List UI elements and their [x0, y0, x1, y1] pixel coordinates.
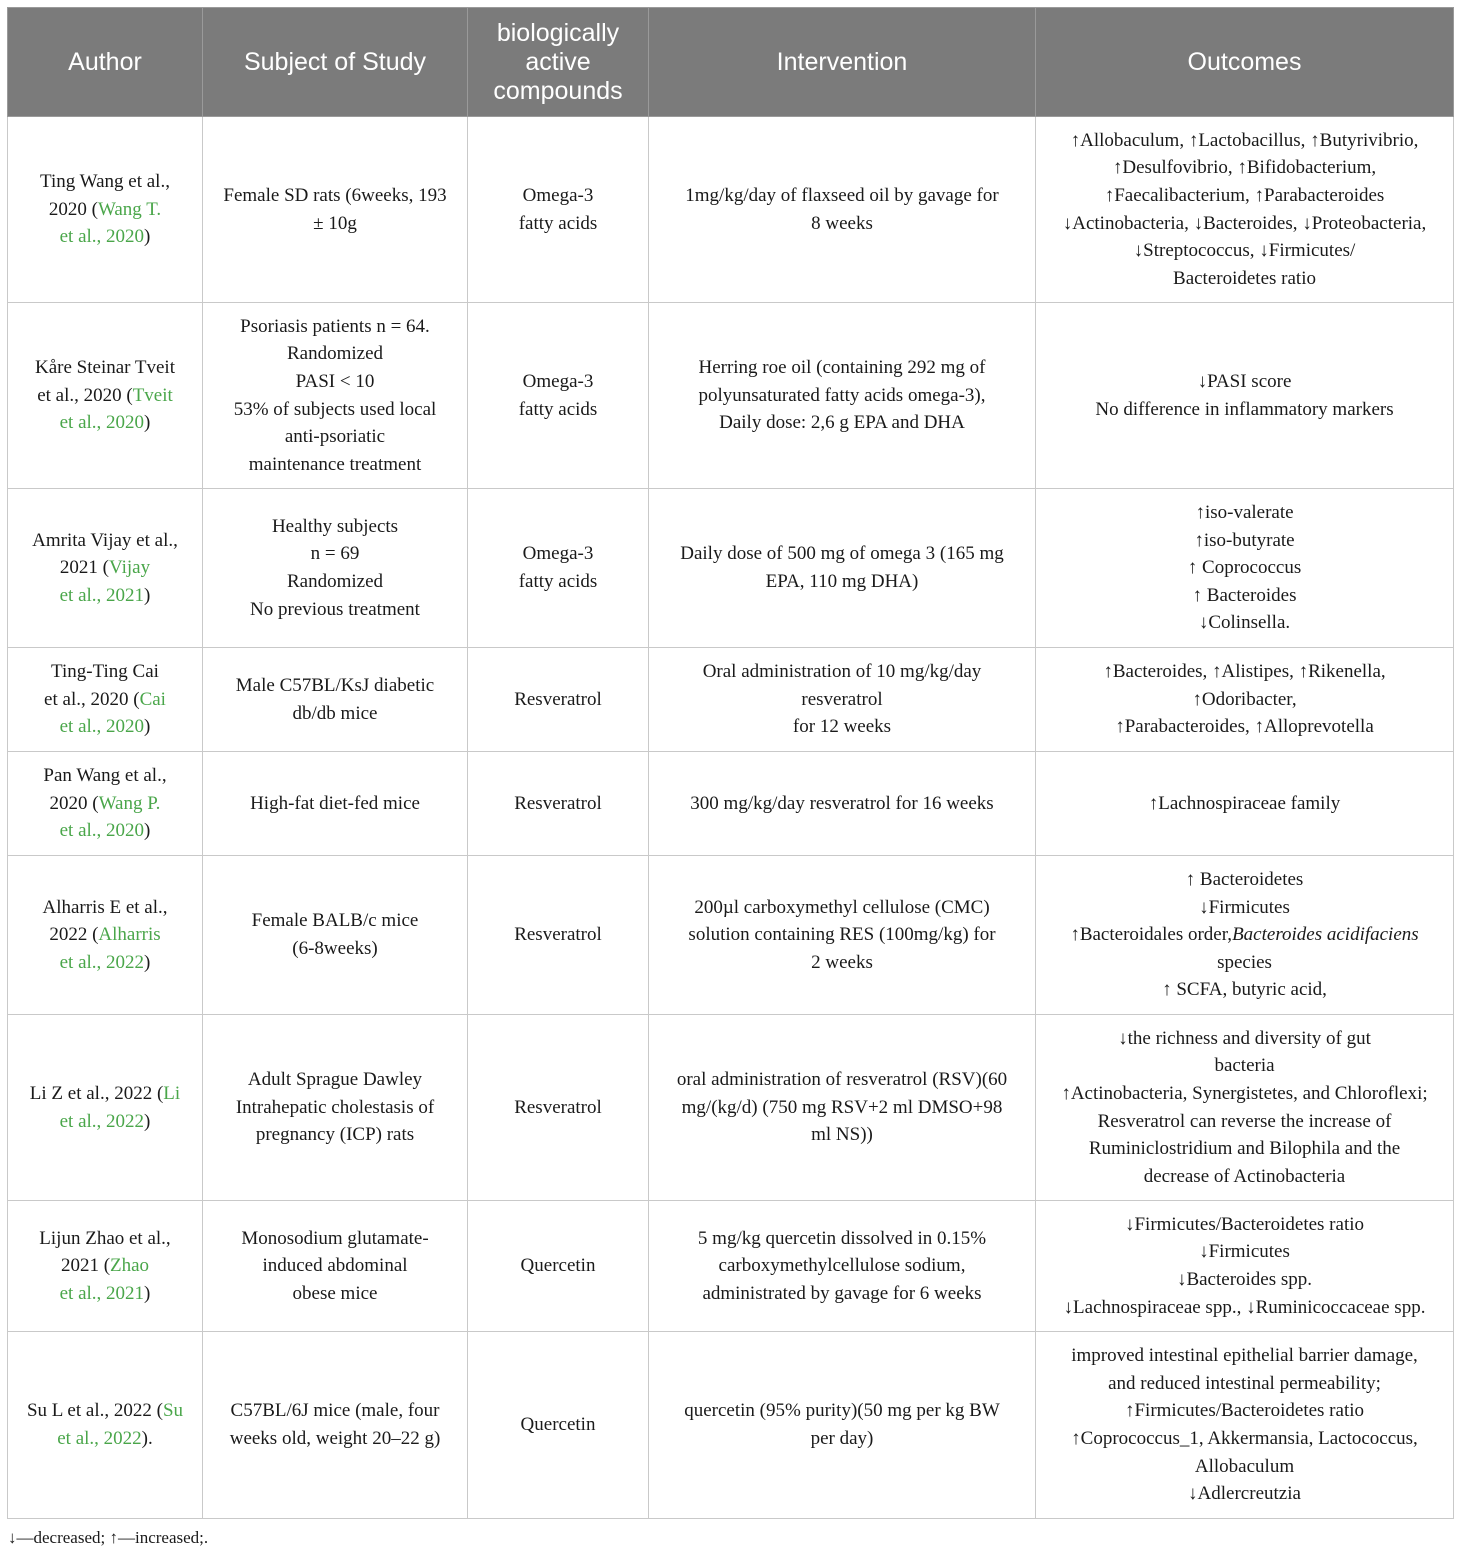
outcome-text: ↑Odoribacter, [1192, 688, 1297, 710]
author-text: ) [144, 820, 151, 842]
author-text: 2021 ( [60, 1255, 111, 1277]
citation-link[interactable]: et al., 2020 [59, 226, 145, 248]
subject-cell [203, 1201, 468, 1332]
outcome-line [1044, 713, 1445, 741]
outcome-line [1044, 658, 1445, 686]
intervention-line: carboxymethylcellulose sodium, [718, 1255, 966, 1277]
header-subject: Subject of Study [203, 8, 468, 117]
compound-line: Quercetin [520, 1414, 596, 1436]
subject-cell [203, 648, 468, 752]
intervention-line: 8 weeks [811, 212, 873, 234]
author-cell [8, 1332, 203, 1519]
author-line [16, 1397, 194, 1425]
subject-line: Randomized [286, 343, 384, 365]
outcome-text: ↑Faecalibacterium, ↑Parabacteroides [1104, 184, 1385, 206]
citation-link[interactable]: et al., 2021 [59, 1282, 145, 1304]
citation-link[interactable]: Su [162, 1400, 184, 1422]
subject-cell [203, 856, 468, 1015]
author-cell [8, 856, 203, 1015]
subject-line: ± 10g [313, 212, 357, 234]
author-line [16, 196, 194, 224]
intervention-line: for 12 weeks [792, 716, 892, 738]
author-line [16, 762, 194, 790]
subject-line: Randomized [286, 571, 384, 592]
outcome-text: ↑iso-valerate [1195, 502, 1294, 524]
outcomes-cell [1036, 1015, 1454, 1201]
author-line [16, 1108, 194, 1136]
author-text: ). [141, 1428, 153, 1449]
subject-cell [203, 117, 468, 303]
author-text: 2020 ( [49, 792, 99, 814]
outcome-line [1044, 866, 1445, 894]
subject-line: weeks old, weight 20–22 g) [229, 1428, 441, 1449]
outcome-line [1044, 1238, 1445, 1266]
intervention-cell [649, 303, 1036, 489]
author-line [16, 168, 194, 196]
citation-link[interactable]: Wang P. [98, 792, 161, 814]
outcome-text: ↑ SCFA, butyric acid, [1162, 979, 1327, 1001]
intervention-line: per day) [810, 1428, 874, 1449]
subject-line: Healthy subjects [271, 515, 399, 537]
outcome-line [1044, 894, 1445, 922]
intervention-line: Herring roe oil (containing 292 mg of [698, 357, 986, 379]
citation-link[interactable]: et al., 2020 [59, 820, 145, 842]
author-line [16, 382, 194, 410]
outcome-line [1044, 790, 1445, 818]
outcome-line [1044, 210, 1445, 238]
compound-line: Omega-3 [522, 370, 594, 392]
outcome-text: Ruminiclostridium and Bilophila and the [1088, 1138, 1401, 1160]
subject-line: induced abdominal [262, 1255, 408, 1277]
citation-link[interactable]: Wang T. [97, 198, 162, 220]
author-cell [8, 303, 203, 489]
author-line [16, 223, 194, 251]
table-footnote: ↓—decreased; ↑—increased;. [8, 1528, 209, 1547]
author-line [16, 1225, 194, 1253]
author-line [16, 1080, 194, 1108]
subject-line: n = 69 [310, 543, 360, 565]
compound-cell [468, 1015, 649, 1201]
author-text: 2021 ( [59, 557, 109, 579]
intervention-line: 300 mg/kg/day resveratrol for 16 weeks [690, 792, 994, 814]
header-author: Author [8, 8, 203, 117]
compound-line: fatty acids [518, 212, 598, 234]
subject-line: PASI < 10 [295, 370, 375, 392]
outcome-text: ↑Lachnospiraceae family [1148, 792, 1341, 814]
outcome-text: ↑iso-butyrate [1194, 529, 1295, 551]
author-text: Ting-Ting Cai [51, 661, 159, 683]
outcome-text: ↓Adlercreutzia [1188, 1483, 1301, 1505]
subject-cell [203, 303, 468, 489]
intervention-line: Oral administration of 10 mg/kg/day [702, 661, 982, 683]
outcome-text: ↑Bacteroides, ↑Alistipes, ↑Rikenella, [1103, 661, 1386, 683]
intervention-line: ml NS)) [811, 1124, 873, 1146]
intervention-line: solution containing RES (100mg/kg) for [688, 924, 996, 946]
outcome-line [1044, 1211, 1445, 1239]
outcome-line [1044, 1480, 1445, 1508]
subject-line: db/db mice [292, 702, 378, 724]
outcome-text: ↑ Bacteroides [1192, 584, 1297, 606]
compound-line: Resveratrol [514, 1096, 602, 1118]
author-line [16, 921, 194, 949]
outcome-text: ↑Firmicutes/Bacteroidetes ratio [1124, 1400, 1364, 1422]
outcome-text: and reduced intestinal permeability; [1108, 1372, 1381, 1394]
header-compounds [468, 8, 649, 117]
intervention-line: EPA, 110 mg DHA) [765, 571, 919, 592]
author-line [16, 686, 194, 714]
outcomes-cell [1036, 1332, 1454, 1519]
outcome-text: ↓PASI score [1197, 370, 1292, 392]
author-text: ) [144, 1110, 151, 1132]
author-text: Kåre Steinar Tveit [35, 357, 175, 379]
author-text: ) [144, 1282, 151, 1304]
outcome-text: ↓Firmicutes/Bacteroidetes ratio [1124, 1213, 1364, 1235]
author-line [16, 658, 194, 686]
intervention-line: 5 mg/kg quercetin dissolved in 0.15% [697, 1227, 987, 1249]
outcome-line [1044, 921, 1445, 949]
citation-link[interactable]: et al., 2022 [59, 1110, 145, 1132]
outcomes-cell [1036, 1201, 1454, 1332]
intervention-line: 200µl carboxymethyl cellulose (CMC) [694, 896, 990, 918]
intervention-line: 1mg/kg/day of flaxseed oil by gavage for [685, 184, 999, 206]
compound-line: Resveratrol [514, 924, 602, 946]
header-compounds-line: biologically active compounds [493, 18, 623, 105]
author-text: 2020 ( [48, 198, 98, 220]
outcome-text: ↓Firmicutes [1199, 896, 1290, 918]
author-line [16, 527, 194, 555]
subject-line: Female SD rats (6weeks, 193 [223, 184, 447, 206]
intervention-line: quercetin (95% purity)(50 mg per kg BW [684, 1400, 1000, 1422]
author-text: 2022 ( [49, 924, 99, 946]
outcomes-cell [1036, 856, 1454, 1015]
outcome-text: species [1217, 951, 1272, 973]
citation-link[interactable]: Zhao [110, 1255, 150, 1277]
outcome-line [1044, 527, 1445, 555]
subject-line: No previous treatment [250, 598, 420, 620]
outcome-line [1044, 1266, 1445, 1294]
author-cell [8, 1201, 203, 1332]
outcome-line [1044, 1294, 1445, 1322]
outcome-line [1044, 1052, 1445, 1080]
header-intervention: Intervention [649, 8, 1036, 117]
outcome-text: ↓Bacteroides spp. [1176, 1269, 1313, 1290]
intervention-cell [649, 856, 1036, 1015]
compound-cell [468, 1332, 649, 1519]
author-text: Su L et al., 2022 ( [26, 1400, 163, 1422]
author-line [16, 554, 194, 582]
outcome-line [1044, 1370, 1445, 1398]
outcome-line [1044, 182, 1445, 210]
author-cell [8, 752, 203, 856]
author-text: ) [144, 412, 151, 434]
author-text: et al., 2020 ( [37, 384, 133, 406]
outcome-line [1044, 686, 1445, 714]
compound-line: Quercetin [520, 1255, 596, 1277]
intervention-cell [649, 1201, 1036, 1332]
table-row [8, 856, 1454, 1015]
author-cell [8, 648, 203, 752]
outcome-line [1044, 237, 1445, 265]
outcome-text: ↓the richness and diversity of gut [1118, 1027, 1371, 1049]
outcome-text: ↑ Bacteroidetes [1185, 869, 1304, 891]
compound-cell [468, 489, 649, 648]
citation-link[interactable]: Tveit [132, 384, 173, 406]
subject-line: C57BL/6J mice (male, four [230, 1400, 440, 1422]
outcome-line [1044, 1080, 1445, 1108]
table-row [8, 489, 1454, 648]
author-line [16, 949, 194, 977]
intervention-line: Daily dose of 500 mg of omega 3 (165 mg [680, 543, 1004, 565]
author-text: Alharris E et al., [42, 896, 168, 918]
author-line [16, 894, 194, 922]
outcome-text: improved intestinal epithelial barrier damage, [1071, 1345, 1418, 1367]
author-text: Ting Wang et al., [40, 171, 170, 193]
intervention-cell [649, 648, 1036, 752]
author-cell [8, 1015, 203, 1201]
outcome-text: ↓Streptococcus, ↓Firmicutes/ [1133, 240, 1356, 262]
outcome-line [1044, 1342, 1445, 1370]
author-text: ) [144, 584, 151, 606]
subject-cell [203, 1332, 468, 1519]
subject-cell [203, 489, 468, 648]
outcome-text: ↑ Coprococcus [1187, 557, 1302, 579]
intervention-line: oral administration of resveratrol (RSV)(60 [676, 1069, 1008, 1091]
intervention-cell [649, 489, 1036, 648]
table-header-row [8, 8, 1454, 117]
outcome-line [1044, 554, 1445, 582]
compound-cell [468, 648, 649, 752]
table-row [8, 648, 1454, 752]
outcome-line [1044, 1397, 1445, 1425]
author-line [16, 817, 194, 845]
author-line [16, 1280, 194, 1308]
author-line [16, 790, 194, 818]
citation-link[interactable]: et al., 2020 [59, 716, 145, 738]
subject-line: 53% of subjects used local [233, 398, 437, 420]
outcome-line [1044, 1108, 1445, 1136]
author-cell [8, 117, 203, 303]
subject-line: (6-8weeks) [292, 938, 378, 959]
table-row [8, 752, 1454, 856]
outcomes-cell [1036, 303, 1454, 489]
outcome-line [1044, 609, 1445, 637]
outcome-text: ↑Allobaculum, ↑Lactobacillus, ↑Butyrivibrio, [1070, 129, 1419, 151]
outcome-text: ↑Actinobacteria, Synergistetes, and Chloroflexi; [1061, 1082, 1428, 1104]
compound-line: Resveratrol [514, 688, 602, 710]
outcome-text: Resveratrol can reverse the increase of [1097, 1110, 1392, 1132]
outcome-text: ↑Desulfovibrio, ↑Bifidobacterium, [1112, 157, 1377, 179]
citation-link[interactable]: et al., 2020 [59, 412, 145, 434]
outcome-line [1044, 265, 1445, 293]
compound-cell [468, 1201, 649, 1332]
author-line [16, 713, 194, 741]
subject-line: obese mice [292, 1282, 378, 1304]
compound-cell [468, 117, 649, 303]
outcome-text: ↓Colinsella. [1198, 612, 1291, 634]
citation-link[interactable]: Vijay [109, 557, 151, 579]
outcome-text: ↓Firmicutes [1199, 1241, 1290, 1263]
outcome-text: ↑Coprococcus_1, Akkermansia, Lactococcus, [1071, 1428, 1418, 1449]
table-row [8, 1201, 1454, 1332]
outcome-line [1044, 976, 1445, 1004]
intervention-line: Daily dose: 2,6 g EPA and DHA [719, 412, 965, 434]
citation-link[interactable]: Cai [139, 688, 166, 710]
subject-line: Adult Sprague Dawley [247, 1069, 423, 1091]
citation-link[interactable]: Alharris [98, 924, 161, 946]
outcome-line [1044, 1163, 1445, 1191]
citation-link[interactable]: et al., 2022 [57, 1428, 142, 1449]
outcome-text: bacteria [1214, 1055, 1275, 1077]
outcome-text: decrease of Actinobacteria [1143, 1165, 1346, 1187]
compound-cell [468, 752, 649, 856]
author-text: ) [144, 226, 151, 248]
author-line [16, 582, 194, 610]
outcome-line [1044, 1025, 1445, 1053]
author-text: ) [144, 951, 151, 973]
outcome-line [1044, 368, 1445, 396]
outcome-text: Bacteroidetes ratio [1173, 267, 1316, 289]
outcome-text: ↑Parabacteroides, ↑Alloprevotella [1115, 716, 1374, 738]
outcome-text: No difference in inflammatory markers [1095, 398, 1394, 420]
table-row [8, 303, 1454, 489]
compound-line: Resveratrol [514, 792, 602, 814]
outcomes-cell [1036, 648, 1454, 752]
author-text: Pan Wang et al., [43, 765, 167, 787]
outcome-line [1044, 582, 1445, 610]
author-cell [8, 489, 203, 648]
author-text: Li Z et al., 2022 ( [29, 1082, 164, 1104]
compound-line: Omega-3 [522, 543, 594, 565]
author-line [16, 1425, 194, 1453]
header-outcomes: Outcomes [1036, 8, 1454, 117]
outcome-text: ↑Bacteroidales order, [1070, 924, 1233, 946]
subject-line: pregnancy (ICP) rats [255, 1124, 415, 1146]
intervention-cell [649, 117, 1036, 303]
outcome-text: ↓Lachnospiraceae spp., ↓Ruminicoccaceae spp. [1063, 1296, 1426, 1318]
intervention-cell [649, 1015, 1036, 1201]
outcome-text: ↓Actinobacteria, ↓Bacteroides, ↓Proteobacteria, [1062, 212, 1427, 234]
citation-link[interactable]: Li [163, 1082, 181, 1104]
subject-cell [203, 752, 468, 856]
outcome-line [1044, 499, 1445, 527]
compound-line: Omega-3 [522, 184, 594, 206]
outcome-line [1044, 396, 1445, 424]
author-text: ) [144, 716, 151, 738]
author-text: Lijun Zhao et al., [39, 1227, 171, 1249]
author-text: Amrita Vijay et al., [32, 529, 178, 551]
subject-cell [203, 1015, 468, 1201]
subject-line: Female BALB/c mice [251, 910, 419, 932]
citation-link[interactable]: et al., 2022 [59, 951, 145, 973]
outcomes-cell [1036, 752, 1454, 856]
outcomes-cell [1036, 489, 1454, 648]
intervention-line: 2 weeks [811, 951, 873, 973]
table-row [8, 1015, 1454, 1201]
table-row [8, 117, 1454, 303]
outcome-species: Bacteroides acidifaciens [1232, 924, 1419, 946]
outcome-text: Allobaculum [1194, 1455, 1295, 1477]
outcome-line [1044, 1453, 1445, 1481]
subject-line: Monosodium glutamate- [241, 1227, 429, 1249]
outcomes-cell [1036, 117, 1454, 303]
subject-line: High-fat diet-fed mice [250, 792, 420, 814]
outcome-line [1044, 154, 1445, 182]
subject-line: Intrahepatic cholestasis of [235, 1096, 435, 1118]
citation-link[interactable]: et al., 2021 [59, 584, 145, 606]
intervention-line: polyunsaturated fatty acids omega-3), [698, 384, 986, 406]
intervention-cell [649, 752, 1036, 856]
author-line [16, 1252, 194, 1280]
intervention-cell [649, 1332, 1036, 1519]
intervention-line: mg/(kg/d) (750 mg RSV+2 ml DMSO+98 [681, 1096, 1003, 1118]
compound-cell [468, 856, 649, 1015]
author-line [16, 354, 194, 382]
author-text: et al., 2020 ( [44, 688, 140, 710]
intervention-line: resveratrol [801, 688, 883, 710]
data-table [7, 7, 1454, 1519]
subject-line: anti-psoriatic [284, 426, 386, 448]
subject-line: maintenance treatment [248, 453, 422, 475]
subject-line: Male C57BL/KsJ diabetic [235, 674, 435, 696]
outcome-line [1044, 949, 1445, 977]
outcome-line [1044, 1425, 1445, 1453]
outcome-line [1044, 127, 1445, 155]
table-row [8, 1332, 1454, 1519]
compound-cell [468, 303, 649, 489]
intervention-line: administrated by gavage for 6 weeks [702, 1282, 982, 1304]
compound-line: fatty acids [518, 571, 598, 592]
subject-line: Psoriasis patients n = 64. [240, 315, 430, 337]
compound-line: fatty acids [518, 398, 598, 420]
outcome-line [1044, 1135, 1445, 1163]
author-line [16, 409, 194, 437]
